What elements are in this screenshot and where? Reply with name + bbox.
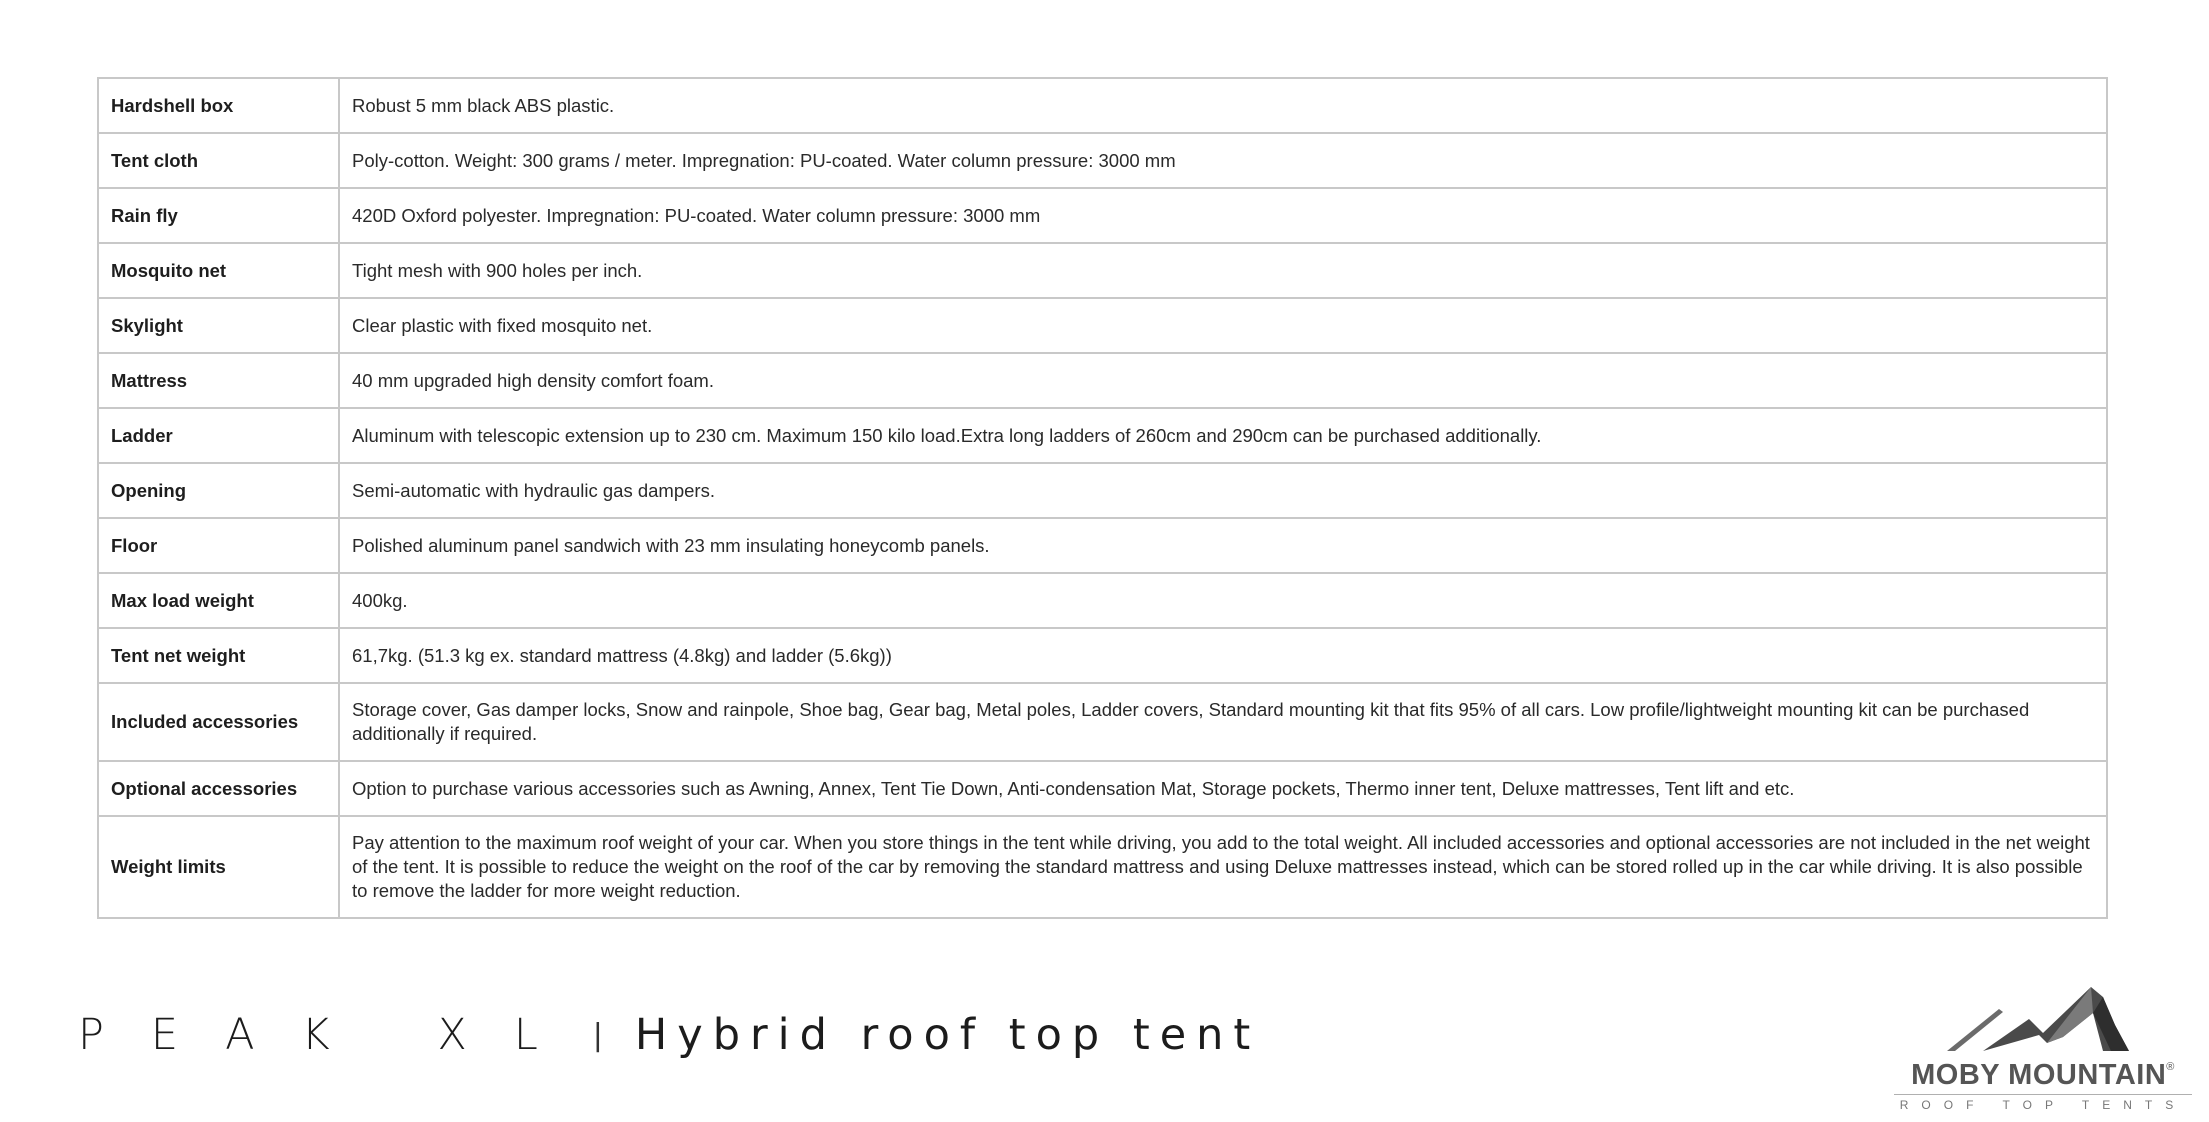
spec-row bbox=[98, 408, 2107, 463]
spec-label: Floor bbox=[98, 518, 339, 573]
spec-row bbox=[98, 628, 2107, 683]
spec-row bbox=[98, 133, 2107, 188]
logo-tagline: ROOF TOP TENTS bbox=[1899, 1098, 2187, 1112]
specifications-table bbox=[97, 77, 2108, 919]
spec-label: Weight limits bbox=[98, 816, 339, 918]
product-subtitle: Hybrid roof top tent bbox=[634, 1010, 1261, 1060]
spec-value: Polished aluminum panel sandwich with 23 mm insulating honeycomb panels. bbox=[339, 518, 2107, 573]
spec-row bbox=[98, 761, 2107, 816]
spec-label: Opening bbox=[98, 463, 339, 518]
spec-value: Storage cover, Gas damper locks, Snow and rainpole, Shoe bag, Gear bag, Metal poles, Ladder covers, Standard mounting kit that fits 95% of all cars. Low profile/lightweight mounting kit can be purchased additionally if required. bbox=[339, 683, 2107, 761]
logo-brand-text: MOBY MOUNTAIN bbox=[1911, 1059, 2167, 1091]
spec-row bbox=[98, 78, 2107, 133]
spec-value: 400kg. bbox=[339, 573, 2107, 628]
spec-label: Optional accessories bbox=[98, 761, 339, 816]
registered-mark: ® bbox=[2166, 1061, 2175, 1073]
spec-row bbox=[98, 573, 2107, 628]
spec-row bbox=[98, 353, 2107, 408]
title-divider: | bbox=[592, 1017, 603, 1053]
spec-label: Tent net weight bbox=[98, 628, 339, 683]
spec-value: Clear plastic with fixed mosquito net. bbox=[339, 298, 2107, 353]
spec-label: Ladder bbox=[98, 408, 339, 463]
logo-divider bbox=[1894, 1094, 2192, 1095]
brand-logo bbox=[1888, 985, 2198, 1120]
spec-value: 420D Oxford polyester. Impregnation: PU-coated. Water column pressure: 3000 mm bbox=[339, 188, 2107, 243]
spec-label: Mattress bbox=[98, 353, 339, 408]
spec-row bbox=[98, 188, 2107, 243]
spec-label: Max load weight bbox=[98, 573, 339, 628]
spec-value: Poly-cotton. Weight: 300 grams / meter. Impregnation: PU-coated. Water column pressure: 3000 mm bbox=[339, 133, 2107, 188]
spec-value: 61,7kg. (51.3 kg ex. standard mattress (4.8kg) and ladder (5.6kg)) bbox=[339, 628, 2107, 683]
spec-row bbox=[98, 518, 2107, 573]
spec-value: 40 mm upgraded high density comfort foam. bbox=[339, 353, 2107, 408]
spec-value: Pay attention to the maximum roof weight of your car. When you store things in the tent while driving, you add to the total weight. All included accessories and optional accessories are not included in the net weight of the tent. It is possible to reduce the weight on the roof of the car by removing the standard mattress and using Deluxe mattresses instead, which can be stored rolled up in the car while driving. It is also possible to remove the ladder for more weight reduction. bbox=[339, 816, 2107, 918]
spec-label: Mosquito net bbox=[98, 243, 339, 298]
spec-value: Robust 5 mm black ABS plastic. bbox=[339, 78, 2107, 133]
spec-row bbox=[98, 243, 2107, 298]
spec-row bbox=[98, 816, 2107, 918]
spec-label: Hardshell box bbox=[98, 78, 339, 133]
spec-row bbox=[98, 298, 2107, 353]
product-name: PEAK XL bbox=[78, 1010, 585, 1060]
spec-row bbox=[98, 463, 2107, 518]
footer-title bbox=[78, 1005, 1260, 1065]
mountain-logo-icon bbox=[1943, 985, 2133, 1055]
spec-label: Rain fly bbox=[98, 188, 339, 243]
spec-label: Skylight bbox=[98, 298, 339, 353]
spec-value: Option to purchase various accessories such as Awning, Annex, Tent Tie Down, Anti-condensation Mat, Storage pockets, Thermo inner tent, Deluxe mattresses, Tent lift and etc. bbox=[339, 761, 2107, 816]
spec-value: Semi-automatic with hydraulic gas dampers. bbox=[339, 463, 2107, 518]
spec-label: Included accessories bbox=[98, 683, 339, 761]
logo-brand-name bbox=[1888, 1059, 2198, 1092]
spec-row bbox=[98, 683, 2107, 761]
spec-value: Tight mesh with 900 holes per inch. bbox=[339, 243, 2107, 298]
spec-label: Tent cloth bbox=[98, 133, 339, 188]
spec-value: Aluminum with telescopic extension up to 230 cm. Maximum 150 kilo load.Extra long ladders of 260cm and 290cm can be purchased additionally. bbox=[339, 408, 2107, 463]
